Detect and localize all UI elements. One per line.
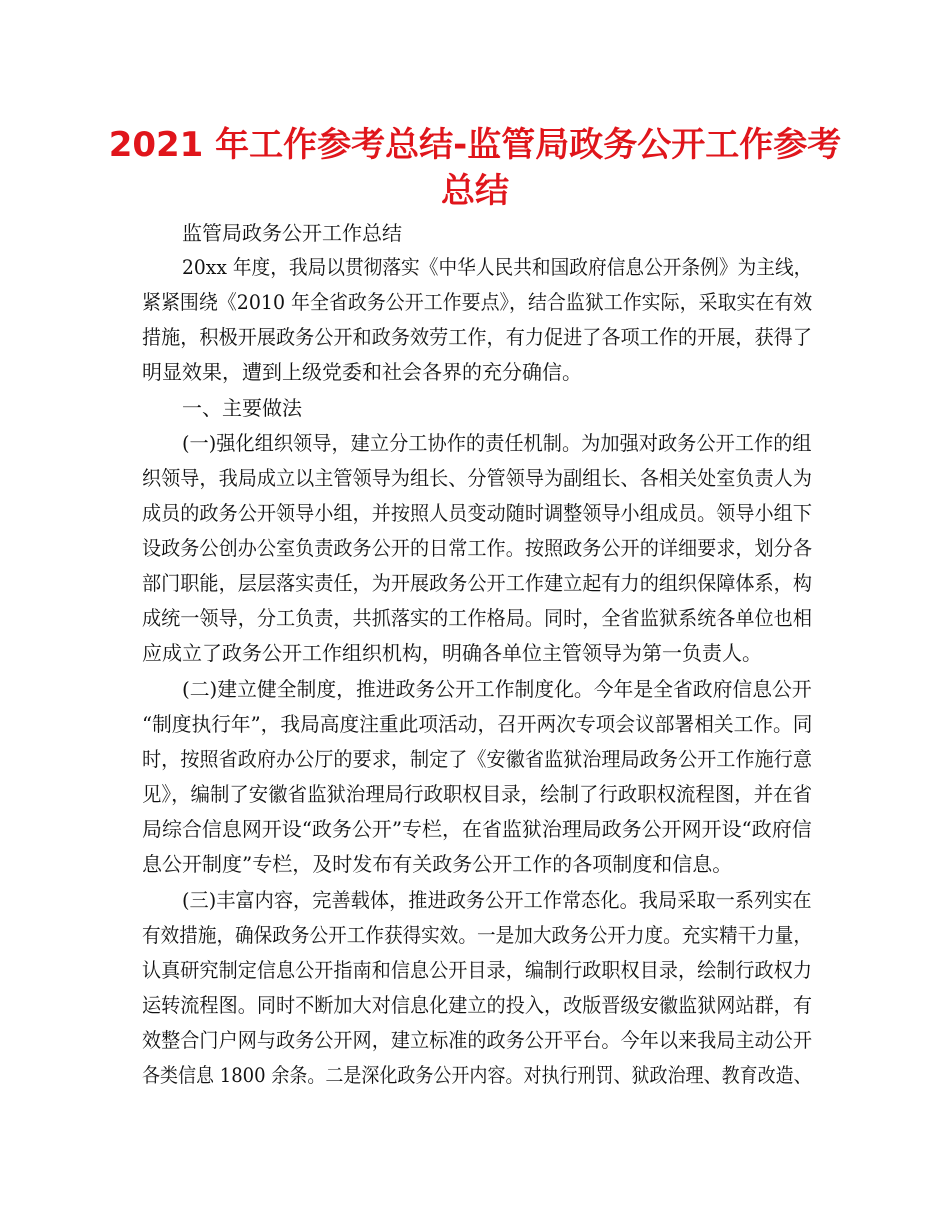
body-line: 见》，编制了安徽省监狱治理局行政职权目录，绘制了行政职权流程图，并在省 [142, 782, 812, 806]
body-line: 应成立了政务公开工作组织机构，明确各单位主管领导为第一负责人。 [142, 641, 762, 665]
body-line: 效整合门户网与政务公开网，建立标准的政务公开平台。今年以来我局主动公开 [142, 1028, 812, 1052]
body-line: “制度执行年”，我局高度注重此项活动，召开两次专项会议部署相关工作。同 [142, 712, 813, 736]
body-line: 成统一领导，分工负责，共抓落实的工作格局。同时，全省监狱系统各单位也相 [142, 606, 812, 630]
body-line: 20xx 年度，我局以贯彻落实《中华人民共和国政府信息公开条例》为主线， [182, 255, 813, 279]
body-line: 成员的政务公开领导小组，并按照人员变动随时调整领导小组成员。领导小组下 [142, 501, 812, 525]
body-line: 各类信息 1800 余条。二是深化政务公开内容。对执行刑罚、狱政治理、教育改造、 [142, 1063, 812, 1087]
document-title-line-2: 总结 [441, 171, 509, 211]
body-line: 运转流程图。同时不断加大对信息化建立的投入，改版晋级安徽监狱网站群，有 [142, 993, 812, 1017]
document-title-line-1: 2021 年工作参考总结-监管局政务公开工作参考 [108, 125, 842, 165]
subheading: 监管局政务公开工作总结 [182, 221, 402, 245]
body-line: 局综合信息网开设“政务公开”专栏，在省监狱治理局政务公开网开设“政府信 [142, 817, 812, 841]
body-line: (三)丰富内容，完善载体，推进政务公开工作常态化。我局采取一系列实在 [182, 888, 812, 912]
body-line: 设政务公创办公室负责政务公开的日常工作。按照政务公开的详细要求，划分各 [142, 536, 812, 560]
body-line: 织领导，我局成立以主管领导为组长、分管领导为副组长、各相关处室负责人为 [142, 466, 812, 490]
body-line: 有效措施，确保政务公开工作获得实效。一是加大政务公开力度。充实精干力量， [142, 923, 813, 947]
body-line: (一)强化组织领导，建立分工协作的责任机制。为加强对政务公开工作的组 [182, 431, 812, 455]
section-heading: 一、主要做法 [182, 396, 302, 420]
body-line: (二)建立健全制度，推进政务公开工作制度化。今年是全省政府信息公开 [182, 677, 812, 701]
body-line: 部门职能，层层落实责任，为开展政务公开工作建立起有力的组织保障体系，构 [142, 571, 812, 595]
body-line: 紧紧围绕《2010 年全省政务公开工作要点》，结合监狱工作实际，采取实在有效 [142, 290, 813, 314]
body-line: 措施，积极开展政务公开和政务效劳工作，有力促进了各项工作的开展，获得了 [142, 325, 812, 349]
body-line: 明显效果，遭到上级党委和社会各界的充分确信。 [142, 360, 582, 384]
body-line: 认真研究制定信息公开指南和信息公开目录，编制行政职权目录，绘制行政权力 [142, 958, 812, 982]
body-line: 时，按照省政府办公厅的要求，制定了《安徽省监狱治理局政务公开工作施行意 [142, 747, 812, 771]
body-line: 息公开制度”专栏，及时发布有关政务公开工作的各项制度和信息。 [142, 852, 733, 876]
